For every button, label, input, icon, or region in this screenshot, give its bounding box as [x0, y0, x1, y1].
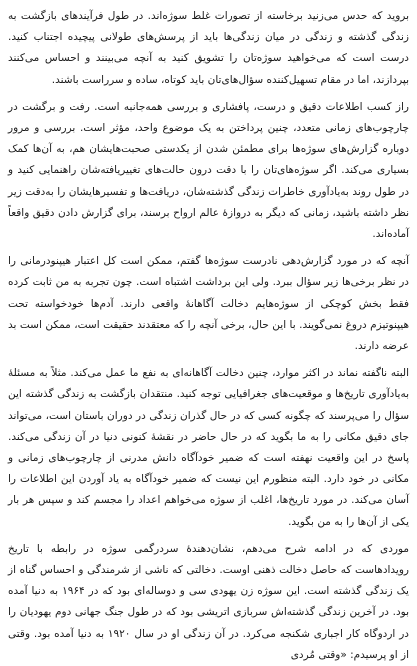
paragraph: بروید که حدس می‌زنید برخاسته از تصورات غلط سوژه‌اند. در طول فرآیندهای بازگشت به زندگی گذشته و زندگی در میان زندگی‌ها باید از پرسش‌های طولانی پیچیده اجتناب کنید. درست است که می‌خواهید سوژه‌تان را تشویق کنید به آنچه می‌بینند و احساس می‌کنند بپردازند، اما در مقام تسهیل‌کننده سؤال‌های‌تان باید کوتاه، ساده و سرراست باشند.	[8, 10, 409, 86]
paragraph: آنچه که در مورد گزارش‌دهی نادرست سوژه‌ها گفتم، ممکن است کل اعتبار هیپنودرمانی را در نظر برخی‌ها زیر سؤال ببرد. ولی این برداشت اشتباه است. چون تجربه به من ثابت کرده فقط بخش کوچکی از سوژه‌هایم دخالت آگاهانهٔ واقعی دارند. آدم‌ها خودخواسته تحت هیپنوتیزم دروغ نمی‌گویند. با این حال، برخی آنچه را که معتقدند حقیقت است، ممکن است بد عرضه دارند.	[8, 255, 409, 353]
paragraph: البته ناگفته نماند در اکثر موارد، چنین دخالت آگاهانه‌ای به نفع ما عمل می‌کند. مثلاً به مسئلهٔ به‌یادآوری تاریخ‌ها و موقعیت‌های جغرافیایی توجه کنید. منتقدان بازگشت به زندگی گذشته این سؤال را می‌پرسند که چگونه کسی که در حال گذران زندگی در دوران باستان است، می‌تواند جای دقیق مکانی را به ما بگوید که در حال حاضر در نقشهٔ کنونی دنیا در آن زندگی می‌کند. پاسخ در این واقعیت نهفته است که ضمیر خودآگاه دانش مدرنی از چارچوب‌های زمانی و مکانی در خود دارد. البته منظورم این نیست که ضمیر خودآگاه به یاد آوردن این اطلاعات را آسان می‌کند. در مورد تاریخ‌ها، اغلب از سوژه می‌خواهم اعداد را مجسم کند و سپس هر بار یکی از آن‌ها را به من بگوید.	[8, 367, 409, 528]
paragraph: موردی که در ادامه شرح می‌دهم، نشان‌دهندهٔ سردرگمی سوژه در رابطه با تاریخ رویدادهاست که حاصل دخالت ذهنی اوست. دخالتی که ناشی از شرمندگی و احساس گناه از یک زندگی گذشته است. این سوژه زن یهودی سی و دوساله‌ای بود که در ۱۹۶۴ به دنیا آمده بود. در آخرین زندگی گذشته‌اش سربازی اتریشی بود که در طول جنگ جهانی دوم یهودیان را در اردوگاه کار اجباری شکنجه می‌کرد. در آن زندگی او در سال ۱۹۲۰ به دنیا آمده بود. وقتی از او پرسیدم: «وقتی مُردی	[8, 542, 409, 661]
paragraph: راز کسب اطلاعات دقیق و درست، پافشاری و بررسی همه‌جانبه است. رفت و برگشت در چارچوب‌های زمانی متعدد، چنین پرداختن به یک موضوع واحد، مؤثر است. بررسی و مرور دوباره گزارش‌های سوژه‌ها برای مطمئن شدن از یکدستی صحبت‌هایشان هم، به آن‌ها کمک بسیاری می‌کند. اگر سوژه‌های‌تان را با دقت درون حالت‌های تغییریافته‌شان راهنمایی کنید و در طول روند به‌یادآوری خاطرات زندگی گذشته‌شان، دریافت‌ها و تفسیرهایشان را به‌دقت زیر نظر داشته باشید، زمانی که دیگر به دروازهٔ عالم ارواح برسند، برای گزارش دادن دقیق واقعاً آماده‌اند.	[8, 100, 409, 241]
